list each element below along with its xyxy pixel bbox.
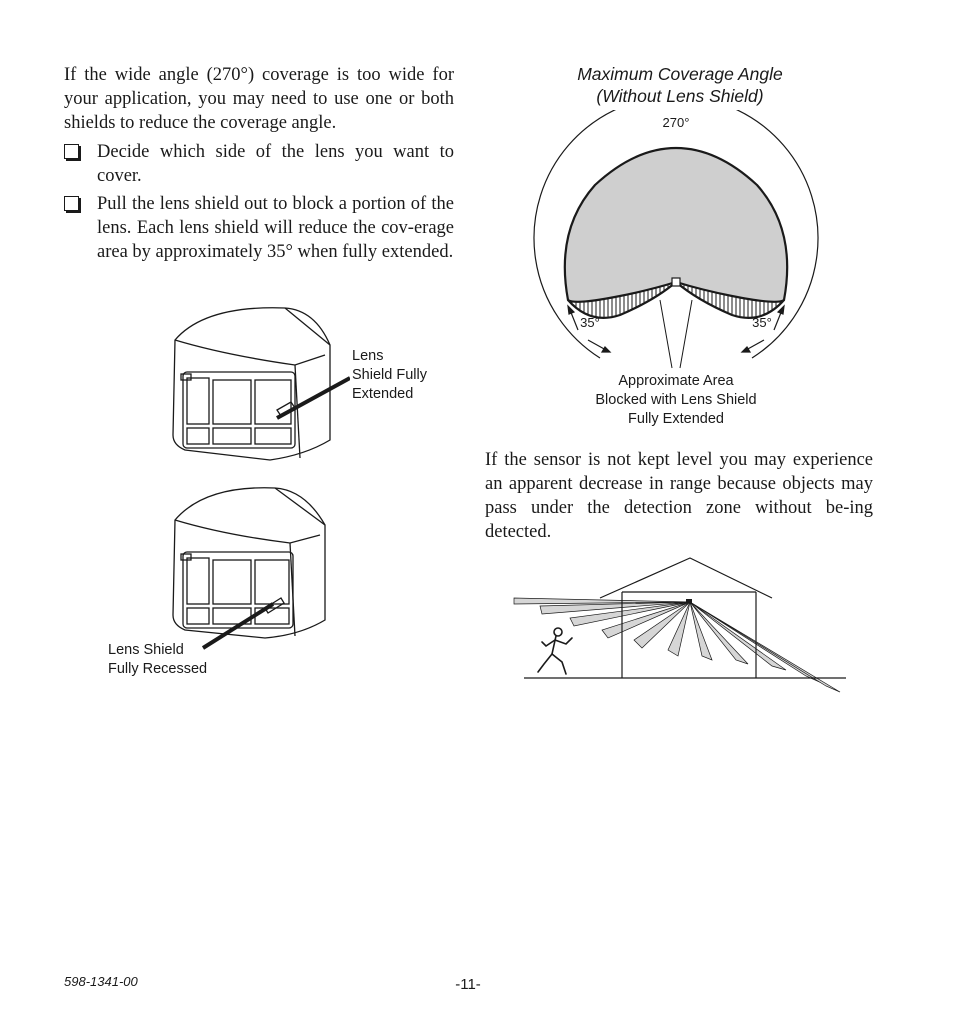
intro-paragraph: If the wide angle (270°) coverage is too wide for your application, you may need to use one or both shields to reduce the coverage angle. [64,65,454,133]
sensor-marker [672,278,680,286]
angle-right-label: 35° [752,315,772,330]
angle-total-label: 270° [662,115,690,130]
sensor-shield-recessed-figure [165,480,340,655]
bullet-text: Decide which side of the lens you want to cover. [97,142,454,186]
bullet-text: Pull the lens shield out to block a portion of the lens. Each lens shield will reduce the cov-erage area by approximately 35° when fully extended. [97,194,454,262]
level-warning-paragraph: If the sensor is not kept level you may experience an apparent decrease in range because objects may pass under the detection zone without be-ing detected. [485,450,873,542]
label-line: Fully Recessed [108,661,208,677]
label-shield-extended [352,347,427,404]
title-line: (Without Lens Shield) [596,86,764,106]
caption-line: Fully Extended [628,411,724,427]
blocked-area-caption [566,372,786,429]
checkbox-bullet-icon [64,196,79,211]
caption-line: Approximate Area [618,373,734,389]
coverage-diagram-title [530,63,830,107]
label-line: Lens Shield [108,642,184,658]
sensor-level-illustration [510,550,850,700]
caption-line: Blocked with Lens Shield [595,392,757,408]
bullet-item-decide [64,140,454,188]
label-line: Extended [352,386,414,402]
running-person-icon [538,628,572,674]
angle-left-label: 35° [580,315,600,330]
bullet-item-pull-shield [64,192,454,264]
coverage-angle-diagram [530,110,830,380]
page-number: -11- [455,976,481,993]
label-shield-recessed [108,641,207,679]
sensor-marker [686,599,692,603]
checkbox-bullet-icon [64,144,79,159]
label-line: Lens [352,348,384,364]
label-line: Shield Fully [352,367,427,383]
document-number: 598-1341-00 [64,974,138,989]
title-line: Maximum Coverage Angle [577,64,783,84]
sensor-shield-extended-figure [165,300,350,470]
